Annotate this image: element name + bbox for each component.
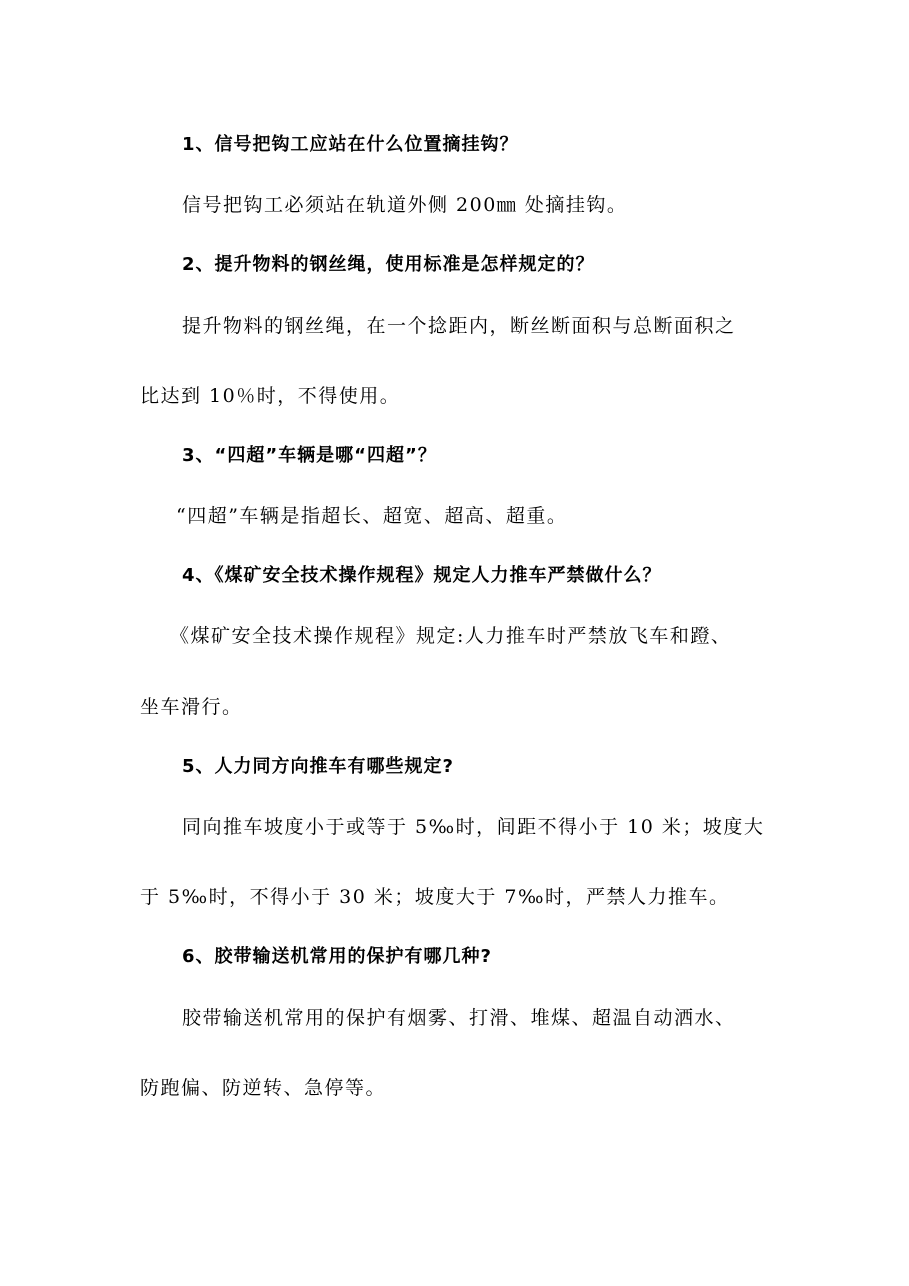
answer-2-line-2: 比达到 10％时，不得使用。: [140, 385, 401, 407]
answer-2-line-1: 提升物料的钢丝绳，在一个捻距内，断丝断面积与总断面积之: [182, 315, 736, 337]
question-4: 4、《煤矿安全技术操作规程》规定人力推车严禁做什么？: [182, 565, 662, 586]
question-6: 6、胶带输送机常用的保护有哪几种?: [182, 946, 492, 967]
answer-3-line-1: “四超”车辆是指超长、超宽、超高、超重。: [176, 505, 568, 527]
question-2: 2、提升物料的钢丝绳，使用标准是怎样规定的？: [182, 254, 595, 275]
question-5: 5、人力同方向推车有哪些规定?: [182, 756, 454, 777]
answer-6-line-2: 防跑偏、防逆转、急停等。: [140, 1077, 387, 1099]
answer-4-line-2: 坐车滑行。: [140, 696, 243, 718]
answer-5-line-2: 于 5‰时，不得小于 30 米；坡度大于 7‰时，严禁人力推车。: [140, 886, 730, 908]
answer-6-line-1: 胶带输送机常用的保护有烟雾、打滑、堆煤、超温自动洒水、: [182, 1007, 736, 1029]
question-3: 3、“四超”车辆是哪“四超”？: [182, 445, 437, 466]
answer-1-line-1: 信号把钩工必须站在轨道外侧 200㎜ 处摘挂钩。: [182, 194, 628, 216]
answer-4-line-1: 《煤矿安全技术操作规程》规定:人力推车时严禁放飞车和蹬、: [170, 625, 732, 647]
question-1: 1、信号把钩工应站在什么位置摘挂钩？: [182, 134, 519, 155]
answer-5-line-1: 同向推车坡度小于或等于 5‰时，间距不得小于 10 米；坡度大: [182, 816, 765, 838]
